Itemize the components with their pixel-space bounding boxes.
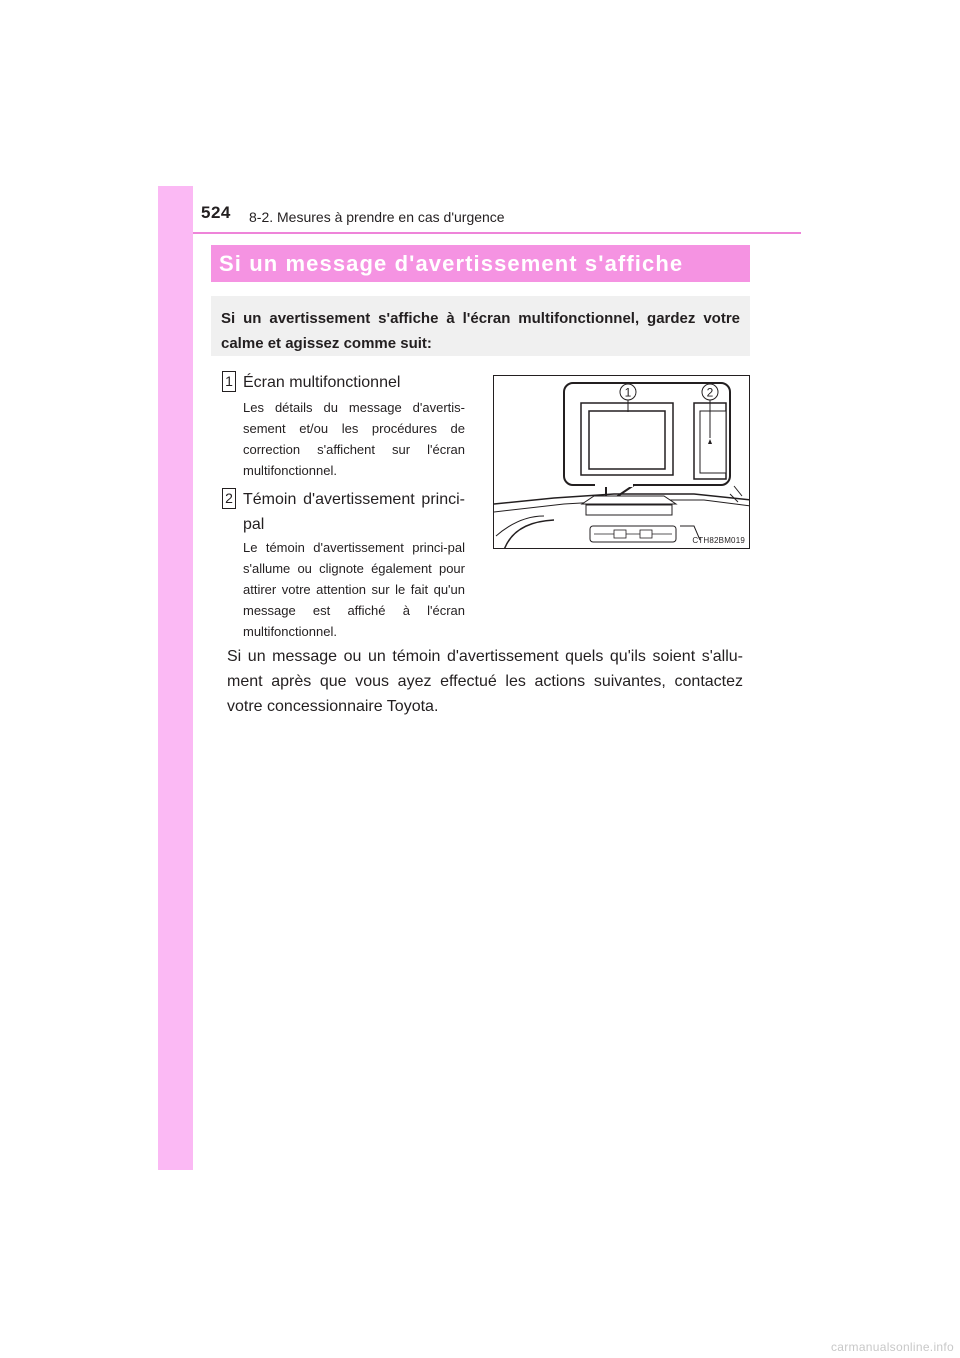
item-2-number: 2 <box>222 488 236 509</box>
page-number: 524 <box>201 203 231 222</box>
dashboard-illustration <box>493 375 750 549</box>
section-heading: Si un message d'avertissement s'affiche <box>211 245 750 282</box>
item-1-number: 1 <box>222 371 236 392</box>
intro-box: Si un avertissement s'affiche à l'écran multifonctionnel, gardez votre calme et agissez comme suit: <box>211 296 750 356</box>
header-title: 8-2. Mesures à prendre en cas d'urgence <box>249 209 505 225</box>
svg-text:2: 2 <box>706 385 714 400</box>
body-paragraph: Si un message ou un témoin d'avertissement quels qu'ils soient s'allu-ment après que vous ayez effectué les actions suivantes, contactez votre concessionnaire Toyota. <box>227 648 743 715</box>
watermark: carmanualsonline.info <box>830 1340 954 1354</box>
chapter-side-band <box>158 186 193 1170</box>
svg-text:1: 1 <box>624 385 632 400</box>
item-2-title: Témoin d'avertissement princi-pal <box>243 491 465 533</box>
item-1-description: Les détails du message d'avertis-sement et/ou les procédures de correction s'affichent sur l'écran multifonctionnel. <box>243 400 465 478</box>
item-2-description: Le témoin d'avertissement princi-pal s'allume ou clignote également pour attirer votre attention sur le fait qu'un message est affiché à l'écran multifonctionnel. <box>243 540 465 639</box>
header-rule <box>193 232 801 234</box>
figure-code: CTH82BM019 <box>692 536 745 545</box>
item-1-title: Écran multifonctionnel <box>243 374 401 391</box>
dashboard-drawing <box>494 376 750 549</box>
